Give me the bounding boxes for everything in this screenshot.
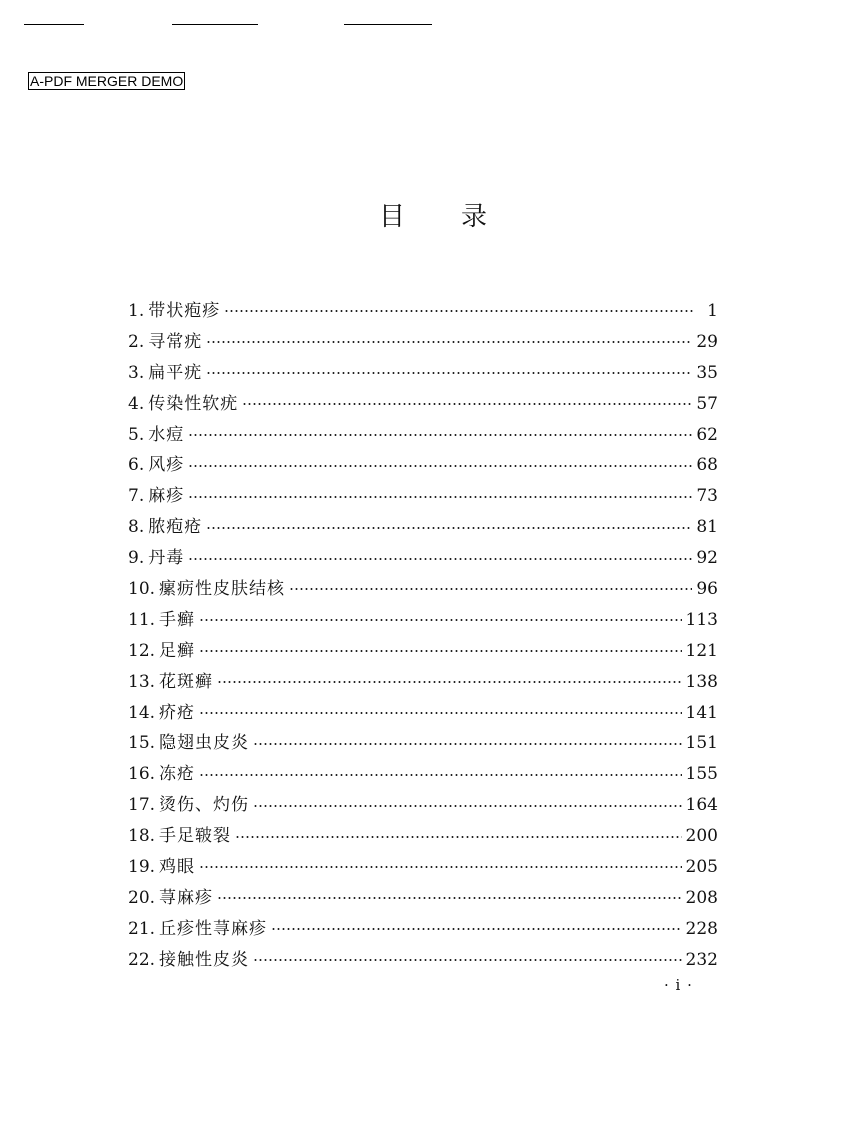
toc-entry-title: 花斑癣 (159, 671, 214, 692)
page-title: 目录 (378, 202, 543, 232)
toc-entry-number: 10. (128, 579, 156, 600)
toc-entry[interactable] (128, 667, 718, 698)
toc-leader-dots (253, 804, 682, 808)
toc-leader-dots (253, 742, 682, 746)
toc-entry-page: 121 (685, 640, 718, 661)
toc-entry-number: 19. (128, 857, 156, 878)
toc-entry-title: 冻疮 (159, 764, 196, 785)
toc-leader-dots (271, 927, 682, 931)
toc-entry-page: 29 (696, 331, 718, 352)
toc-leader-dots (206, 371, 692, 375)
toc-entry-title: 烫伤、灼伤 (159, 795, 250, 816)
toc-entry[interactable] (128, 327, 718, 358)
toc-entry[interactable] (128, 636, 718, 667)
toc-entry-page: 208 (685, 887, 718, 908)
toc-entry-number: 7. (128, 486, 145, 507)
toc-entry-page: 62 (696, 424, 718, 445)
toc-entry-page: 1 (707, 301, 718, 321)
toc-entry-number: 14. (128, 702, 156, 723)
toc-entry-page: 155 (685, 764, 718, 785)
table-of-contents (128, 296, 718, 976)
toc-entry[interactable] (128, 914, 718, 945)
toc-entry-number: 15. (128, 733, 156, 754)
toc-entry[interactable] (128, 605, 718, 636)
toc-entry-number: 18. (128, 826, 156, 847)
toc-entry-title: 丘疹性荨麻疹 (159, 918, 268, 939)
toc-entry-title: 带状疱疹 (148, 301, 221, 321)
toc-entry-title: 手足皲裂 (159, 826, 232, 847)
toc-entry-number: 5. (128, 424, 145, 445)
toc-entry[interactable] (128, 296, 718, 327)
toc-entry-page: 68 (696, 455, 718, 476)
watermark: A-PDF MERGER DEMO (30, 73, 184, 89)
toc-leader-dots (199, 618, 682, 622)
toc-entry-page: 232 (685, 949, 718, 970)
toc-entry-title: 足癣 (159, 640, 196, 661)
toc-entry-title: 瘰疬性皮肤结核 (159, 579, 286, 600)
top-rule-middle (172, 24, 258, 25)
toc-entry[interactable] (128, 450, 718, 481)
toc-entry-page: 138 (685, 671, 718, 692)
toc-entry[interactable] (128, 358, 718, 389)
toc-entry[interactable] (128, 821, 718, 852)
toc-leader-dots (188, 433, 692, 437)
toc-leader-dots (188, 557, 692, 561)
toc-entry-number: 11. (128, 609, 156, 630)
toc-entry[interactable] (128, 420, 718, 451)
toc-entry-page: 228 (685, 918, 718, 939)
toc-entry[interactable] (128, 481, 718, 512)
toc-entry[interactable] (128, 852, 718, 883)
toc-leader-dots (199, 773, 682, 777)
toc-entry-title: 脓疱疮 (148, 517, 203, 538)
toc-leader-dots (206, 526, 692, 530)
toc-entry-title: 丹毒 (148, 548, 185, 569)
toc-leader-dots (199, 865, 682, 869)
toc-entry-number: 2. (128, 331, 145, 352)
toc-entry[interactable] (128, 698, 718, 729)
toc-leader-dots (188, 464, 692, 468)
toc-entry[interactable] (128, 389, 718, 420)
toc-entry-page: 164 (685, 795, 718, 816)
toc-entry-number: 9. (128, 548, 145, 569)
toc-entry-title: 风疹 (148, 455, 185, 476)
toc-entry-number: 16. (128, 764, 156, 785)
toc-entry-page: 96 (696, 579, 718, 600)
toc-leader-dots (253, 958, 682, 962)
toc-entry[interactable] (128, 883, 718, 914)
toc-entry[interactable] (128, 945, 718, 976)
toc-entry-title: 隐翅虫皮炎 (159, 733, 250, 754)
toc-entry-title: 传染性软疣 (148, 393, 239, 414)
toc-leader-dots (224, 309, 694, 313)
toc-entry-page: 81 (696, 517, 718, 538)
toc-entry-page: 200 (685, 826, 718, 847)
toc-leader-dots (199, 711, 682, 715)
toc-entry[interactable] (128, 512, 718, 543)
page-number: · i · (664, 976, 693, 994)
top-rule-left (24, 24, 84, 25)
toc-entry-number: 21. (128, 918, 156, 939)
toc-leader-dots (199, 649, 682, 653)
toc-entry-page: 113 (685, 609, 718, 630)
toc-entry-number: 1. (128, 301, 145, 321)
toc-entry-number: 8. (128, 517, 145, 538)
toc-entry-number: 17. (128, 795, 156, 816)
toc-leader-dots (289, 587, 692, 591)
toc-leader-dots (188, 495, 692, 499)
toc-entry-number: 3. (128, 362, 145, 383)
toc-entry-page: 73 (696, 486, 718, 507)
toc-entry-title: 鸡眼 (159, 857, 196, 878)
toc-entry-number: 13. (128, 671, 156, 692)
toc-leader-dots (217, 680, 682, 684)
toc-entry-page: 57 (696, 393, 718, 414)
toc-entry[interactable] (128, 543, 718, 574)
toc-entry-page: 141 (685, 702, 718, 723)
toc-leader-dots (217, 896, 682, 900)
toc-entry-title: 麻疹 (148, 486, 185, 507)
toc-entry-title: 疥疮 (159, 702, 196, 723)
toc-entry-title: 寻常疣 (148, 331, 203, 352)
toc-entry[interactable] (128, 759, 718, 790)
toc-leader-dots (206, 340, 692, 344)
toc-entry-number: 22. (128, 949, 156, 970)
toc-entry-number: 4. (128, 393, 145, 414)
toc-entry-title: 荨麻疹 (159, 887, 214, 908)
toc-entry-number: 6. (128, 455, 145, 476)
toc-entry-title: 扁平疣 (148, 362, 203, 383)
toc-leader-dots (242, 402, 692, 406)
toc-entry-page: 151 (685, 733, 718, 754)
toc-leader-dots (235, 835, 682, 839)
toc-entry-title: 手癣 (159, 609, 196, 630)
top-rule-right (344, 24, 432, 25)
toc-entry-title: 接触性皮炎 (159, 949, 250, 970)
toc-entry-number: 12. (128, 640, 156, 661)
toc-entry[interactable] (128, 728, 718, 759)
toc-entry-page: 35 (696, 362, 718, 383)
toc-entry-title: 水痘 (148, 424, 185, 445)
toc-entry-page: 92 (696, 548, 718, 569)
toc-entry[interactable] (128, 790, 718, 821)
toc-entry[interactable] (128, 574, 718, 605)
toc-entry-number: 20. (128, 887, 156, 908)
toc-entry-page: 205 (685, 857, 718, 878)
